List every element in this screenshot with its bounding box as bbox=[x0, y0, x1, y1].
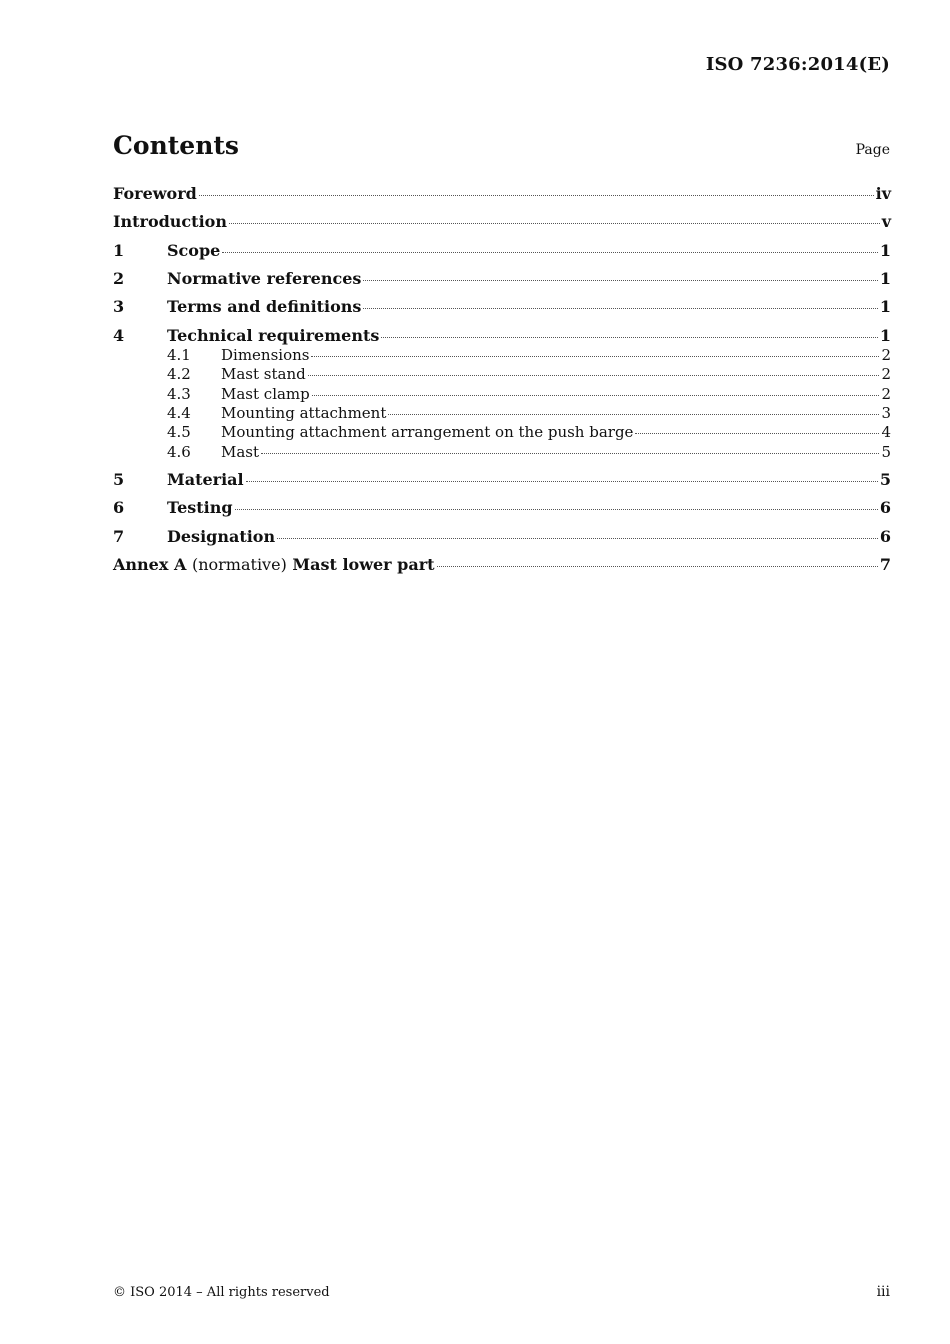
toc-entry-mast-stand[interactable] bbox=[113, 365, 891, 387]
dot-leader bbox=[235, 509, 878, 510]
annex-title: Mast lower part bbox=[292, 555, 435, 574]
dot-leader bbox=[363, 280, 877, 281]
toc-section-number: 4.6 bbox=[167, 443, 191, 461]
toc-title: Introduction bbox=[113, 212, 227, 231]
toc-title bbox=[113, 555, 435, 574]
toc-title: Testing bbox=[167, 498, 233, 517]
toc-page-number: 1 bbox=[879, 326, 891, 345]
annex-qualifier: (normative) bbox=[191, 555, 287, 574]
dot-leader bbox=[229, 223, 880, 224]
toc-page-number: 5 bbox=[881, 443, 891, 461]
dot-leader bbox=[635, 433, 879, 434]
toc-title: Designation bbox=[167, 527, 276, 546]
toc-section-number: 4.2 bbox=[167, 365, 191, 383]
toc-page-number: 4 bbox=[881, 423, 891, 441]
toc-title: Mounting attachment arrangement on the push barge bbox=[221, 423, 634, 441]
toc-section-number: 4.1 bbox=[167, 346, 191, 364]
dot-leader bbox=[308, 375, 880, 376]
page-column-label: Page bbox=[855, 142, 890, 158]
toc-title: Mast stand bbox=[221, 365, 306, 383]
toc-page-number: 6 bbox=[879, 498, 891, 517]
dot-leader bbox=[311, 356, 879, 357]
toc-page-number: 2 bbox=[881, 346, 891, 364]
dot-leader bbox=[261, 453, 879, 454]
toc-title: Terms and definitions bbox=[167, 297, 362, 316]
toc-page-number: 1 bbox=[879, 241, 891, 260]
toc-title: Technical requirements bbox=[167, 326, 380, 345]
toc-title: Mounting attachment bbox=[221, 404, 387, 422]
toc-entry-terms-and-definitions[interactable] bbox=[113, 297, 891, 319]
toc-section-number: 4.3 bbox=[167, 385, 191, 403]
toc-entry-mast[interactable] bbox=[113, 443, 891, 465]
toc-entry-material[interactable] bbox=[113, 470, 891, 492]
toc-section-number: 2 bbox=[113, 269, 125, 288]
toc-entry-designation[interactable] bbox=[113, 527, 891, 549]
toc-entry-mounting-attachment-arrangement[interactable] bbox=[113, 423, 891, 445]
toc-page-number: 2 bbox=[881, 385, 891, 403]
dot-leader bbox=[222, 252, 878, 253]
document-id: ISO 7236:2014(E) bbox=[705, 54, 890, 75]
toc-entry-annex-a[interactable] bbox=[113, 555, 891, 577]
dot-leader bbox=[199, 195, 874, 196]
toc-page-number: 2 bbox=[881, 365, 891, 383]
toc-section-number: 4.5 bbox=[167, 423, 191, 441]
toc-page-number: v bbox=[881, 212, 891, 231]
toc-section-number: 1 bbox=[113, 241, 125, 260]
dot-leader bbox=[312, 395, 880, 396]
toc-entry-introduction[interactable] bbox=[113, 212, 891, 234]
contents-heading: Contents bbox=[113, 131, 240, 160]
toc-page-number: 1 bbox=[879, 269, 891, 288]
toc-page-number: 3 bbox=[881, 404, 891, 422]
toc-section-number: 5 bbox=[113, 470, 125, 489]
toc-title: Normative references bbox=[167, 269, 362, 288]
toc-page-number: 1 bbox=[879, 297, 891, 316]
dot-leader bbox=[437, 566, 878, 567]
dot-leader bbox=[381, 337, 878, 338]
toc-entry-normative-references[interactable] bbox=[113, 269, 891, 291]
toc-section-number: 3 bbox=[113, 297, 125, 316]
page-number: iii bbox=[876, 1284, 890, 1300]
dot-leader bbox=[246, 481, 878, 482]
toc-title: Dimensions bbox=[221, 346, 310, 364]
toc-entry-scope[interactable] bbox=[113, 241, 891, 263]
dot-leader bbox=[277, 538, 878, 539]
toc-page-number: 6 bbox=[879, 527, 891, 546]
toc-title: Material bbox=[167, 470, 244, 489]
toc-section-number: 7 bbox=[113, 527, 125, 546]
toc-section-number: 4.4 bbox=[167, 404, 191, 422]
copyright-notice: © ISO 2014 – All rights reserved bbox=[113, 1285, 330, 1300]
toc-title: Foreword bbox=[113, 184, 197, 203]
toc-title: Mast clamp bbox=[221, 385, 310, 403]
annex-label: Annex A bbox=[113, 555, 187, 574]
toc-page-number: 7 bbox=[879, 555, 891, 574]
toc-section-number: 6 bbox=[113, 498, 125, 517]
toc-page-number: iv bbox=[875, 184, 891, 203]
toc-page-number: 5 bbox=[879, 470, 891, 489]
toc-entry-foreword[interactable] bbox=[113, 184, 891, 206]
toc-entry-technical-requirements[interactable] bbox=[113, 326, 891, 348]
dot-leader bbox=[363, 308, 877, 309]
dot-leader bbox=[388, 414, 879, 415]
toc-entry-testing[interactable] bbox=[113, 498, 891, 520]
toc-title: Scope bbox=[167, 241, 221, 260]
toc-title: Mast bbox=[221, 443, 260, 461]
toc-section-number: 4 bbox=[113, 326, 125, 345]
